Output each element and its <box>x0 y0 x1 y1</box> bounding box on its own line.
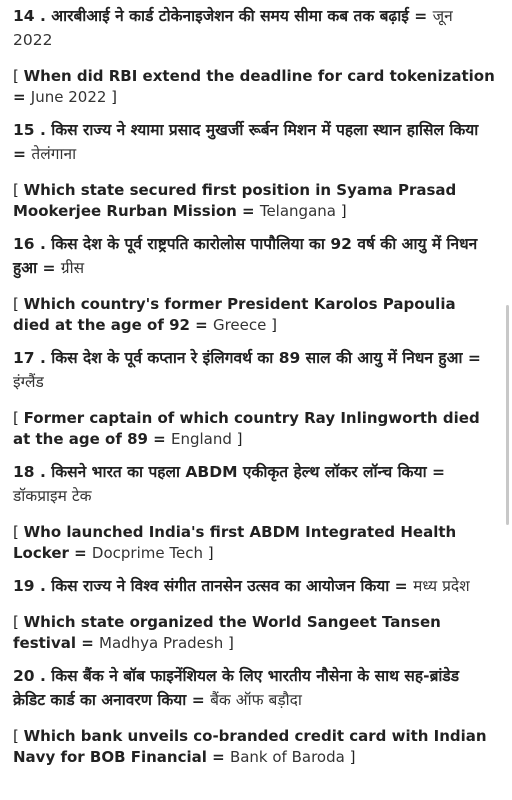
english-question: [ Which state secured first position in Syama Prasad Mookerjee Rurban Mission = Telangana ] <box>13 181 457 220</box>
hindi-answer: तेलंगाना <box>31 145 77 163</box>
english-question-text: Which country's former President Karolos Papoulia died at the age of 92 <box>13 295 456 334</box>
hindi-question: 18 . किसने भारत का पहला ABDM एकीकृत हेल्थ लॉकर लॉन्च किया = डॉकप्राइम टेक <box>13 463 445 505</box>
question-number: 14 <box>13 7 35 25</box>
english-question-text: Former captain of which country Ray Inlingworth died at the age of 89 <box>13 409 480 448</box>
hindi-answer: जून 2022 <box>13 7 453 49</box>
hindi-answer: बैंक ऑफ बड़ौदा <box>210 691 302 709</box>
english-question: [ Who launched India's first ABDM Integrated Health Locker = Docprime Tech ] <box>13 523 457 562</box>
hindi-question: 15 . किस राज्य ने श्यामा प्रसाद मुखर्जी रूर्बन मिशन में पहला स्थान हासिल किया = तेलंगाना <box>13 121 479 163</box>
question-number: 15 <box>13 121 35 139</box>
english-question-text: Which state organized the World Sangeet Tansen festival <box>13 613 441 652</box>
english-answer: June 2022 <box>30 88 107 106</box>
english-question: [ Which country's former President Karolos Papoulia died at the age of 92 = Greece ] <box>13 295 456 334</box>
question-number: 19 <box>13 577 35 595</box>
english-question-text: Who launched India's first ABDM Integrated Health Locker <box>13 523 457 562</box>
question-number: 17 <box>13 349 35 367</box>
hindi-answer: डॉकप्राइम टेक <box>13 487 92 505</box>
quiz-item-19 <box>13 574 496 654</box>
english-question: [ Which state organized the World Sangeet Tansen festival = Madhya Pradesh ] <box>13 613 441 652</box>
english-question: [ Which bank unveils co-branded credit card with Indian Navy for BOB Financial = Bank of Baroda ] <box>13 727 487 766</box>
question-number: 20 <box>13 667 35 685</box>
english-question: [ Former captain of which country Ray Inlingworth died at the age of 89 = England ] <box>13 409 480 448</box>
quiz-item-16 <box>13 232 496 336</box>
hindi-question: 16 . किस देश के पूर्व राष्ट्रपति कारोलोस पापौलिया का 92 वर्ष की आयु में निधन हुआ = ग्रीस <box>13 235 478 277</box>
english-answer: England <box>170 430 232 448</box>
hindi-question: 17 . किस देश के पूर्व कप्तान रे इंलिगवर्थ का 89 साल की आयु में निधन हुआ = इंग्लैंड <box>13 349 481 391</box>
hindi-question-text: किस बैंक ने बॉब फाइनेंशियल के लिए भारतीय नौसेना के साथ सह-ब्रांडेड क्रेडिट कार्ड का अनावरण किया <box>13 667 460 709</box>
hindi-question: 14 . आरबीआई ने कार्ड टोकेनाइजेशन की समय सीमा कब तक बढ़ाई = जून 2022 <box>13 7 453 49</box>
english-question-text: Which state secured first position in Syama Prasad Mookerjee Rurban Mission <box>13 181 457 220</box>
quiz-item-17 <box>13 346 496 450</box>
hindi-answer: मध्य प्रदेश <box>413 577 470 595</box>
english-answer: Bank of Baroda <box>229 748 345 766</box>
question-number: 18 <box>13 463 35 481</box>
english-answer: Telangana <box>259 202 336 220</box>
hindi-question-text: किस राज्य ने विश्व संगीत तानसेन उत्सव का आयोजन किया <box>51 577 390 595</box>
hindi-question: 19 . किस राज्य ने विश्व संगीत तानसेन उत्सव का आयोजन किया = मध्य प्रदेश <box>13 577 470 595</box>
english-answer: Madhya Pradesh <box>99 634 224 652</box>
quiz-item-15 <box>13 118 496 222</box>
hindi-question-text: किस राज्य ने श्यामा प्रसाद मुखर्जी रूर्बन मिशन में पहला स्थान हासिल किया <box>51 121 479 139</box>
hindi-question-text: आरबीआई ने कार्ड टोकेनाइजेशन की समय सीमा कब तक बढ़ाई <box>51 7 409 25</box>
scrollbar[interactable] <box>506 305 509 525</box>
hindi-question-text: किसने भारत का पहला ABDM एकीकृत हेल्थ लॉकर लॉन्च किया <box>51 463 427 481</box>
hindi-question-text: किस देश के पूर्व राष्ट्रपति कारोलोस पापौलिया का 92 वर्ष की आयु में निधन हुआ <box>13 235 478 277</box>
english-answer: Greece <box>212 316 267 334</box>
quiz-item-14 <box>13 4 496 108</box>
quiz-item-18 <box>13 460 496 564</box>
quiz-item-20 <box>13 664 496 768</box>
hindi-answer: ग्रीस <box>60 259 85 277</box>
hindi-question-text: किस देश के पूर्व कप्तान रे इंलिगवर्थ का 89 साल की आयु में निधन हुआ <box>51 349 463 367</box>
hindi-question: 20 . किस बैंक ने बॉब फाइनेंशियल के लिए भारतीय नौसेना के साथ सह-ब्रांडेड क्रेडिट कार्ड का अनावरण किया = बैंक ऑफ बड़ौदा <box>13 667 460 709</box>
english-question-text: Which bank unveils co-branded credit card with Indian Navy for BOB Financial <box>13 727 487 766</box>
english-question-text: When did RBI extend the deadline for card tokenization = <box>13 67 495 106</box>
question-number: 16 <box>13 235 35 253</box>
hindi-answer: इंग्लैंड <box>13 373 44 391</box>
english-question: [ When did RBI extend the deadline for card tokenization = June 2022 ] <box>13 67 495 106</box>
english-answer: Docprime Tech <box>91 544 203 562</box>
